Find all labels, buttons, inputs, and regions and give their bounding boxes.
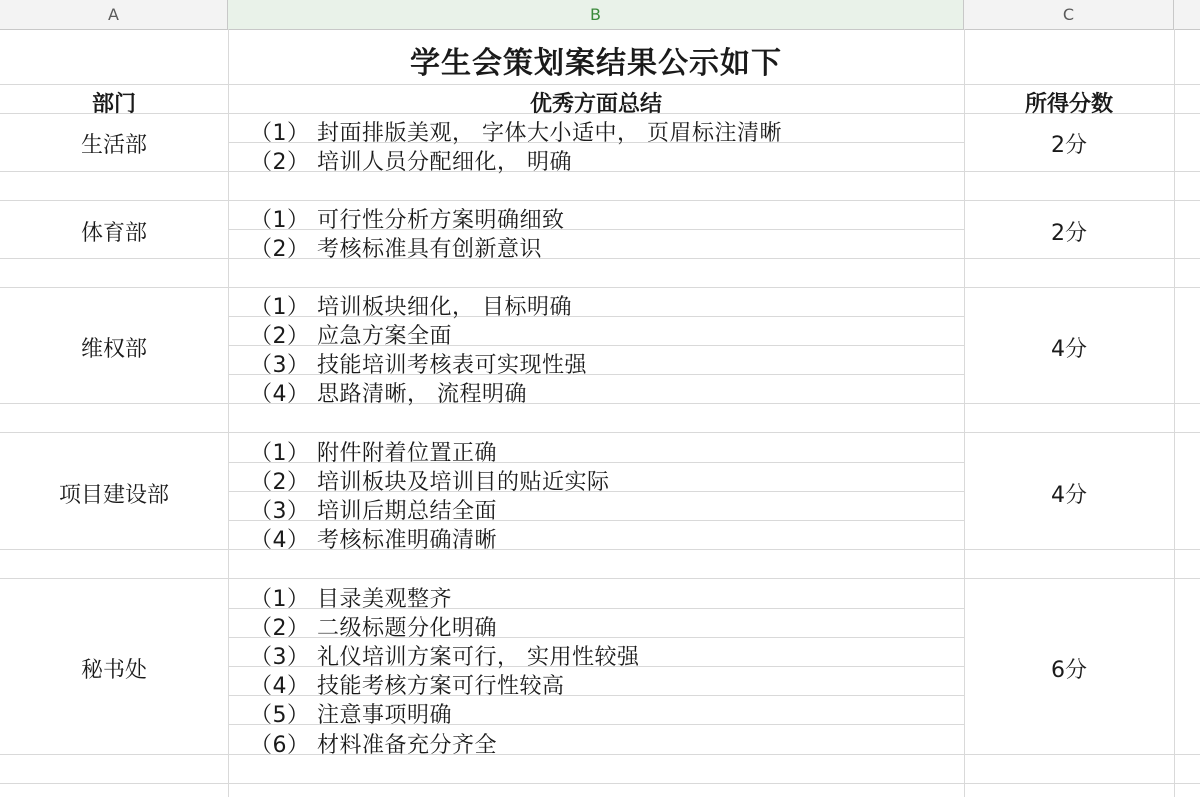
summary-item[interactable]: （2） 二级标题分化明确 — [250, 616, 497, 641]
summary-item[interactable]: （2） 培训人员分配细化， 明确 — [250, 150, 572, 175]
dept-cell[interactable]: 项目建设部 — [58, 483, 169, 508]
dept-cell[interactable]: 体育部 — [80, 221, 147, 246]
header-score[interactable]: 所得分数 — [1024, 92, 1113, 117]
score-cell[interactable]: 6分 — [1051, 658, 1087, 683]
column-header-c[interactable]: C — [964, 0, 1174, 29]
summary-item[interactable]: （6） 材料准备充分齐全 — [250, 733, 497, 758]
summary-item[interactable]: （2） 应急方案全面 — [250, 324, 452, 349]
gridline — [0, 200, 1200, 201]
header-department[interactable]: 部门 — [91, 92, 136, 117]
summary-item[interactable]: （3） 培训后期总结全面 — [250, 499, 497, 524]
summary-item[interactable]: （1） 目录美观整齐 — [250, 587, 452, 612]
column-header-a[interactable]: A — [0, 0, 228, 29]
gridline — [0, 432, 1200, 433]
gridline — [0, 403, 1200, 404]
score-cell[interactable]: 4分 — [1051, 483, 1087, 508]
summary-item[interactable]: （4） 考核标准明确清晰 — [250, 528, 497, 553]
gridline — [0, 754, 1200, 755]
summary-item[interactable]: （1） 可行性分析方案明确细致 — [250, 208, 565, 233]
dept-cell[interactable]: 秘书处 — [80, 658, 147, 683]
score-cell[interactable]: 2分 — [1051, 221, 1087, 246]
summary-item[interactable]: （1） 封面排版美观， 字体大小适中， 页眉标注清晰 — [250, 121, 782, 146]
column-header-b[interactable]: B — [228, 0, 964, 29]
score-cell[interactable]: 4分 — [1051, 337, 1087, 362]
summary-item[interactable]: （1） 附件附着位置正确 — [250, 441, 497, 466]
gridline — [0, 549, 1200, 550]
summary-item[interactable]: （3） 技能培训考核表可实现性强 — [250, 353, 587, 378]
column-header-bar — [0, 0, 1200, 30]
summary-item[interactable]: （4） 思路清晰， 流程明确 — [250, 382, 527, 407]
score-cell[interactable]: 2分 — [1051, 133, 1087, 158]
summary-item[interactable]: （2） 考核标准具有创新意识 — [250, 237, 542, 262]
gridline-v3 — [1174, 29, 1175, 797]
sheet-title[interactable]: 学生会策划案结果公示如下 — [410, 46, 782, 81]
summary-item[interactable]: （3） 礼仪培训方案可行， 实用性较强 — [250, 645, 640, 670]
summary-item[interactable]: （2） 培训板块及培训目的贴近实际 — [250, 470, 610, 495]
dept-cell[interactable]: 生活部 — [80, 133, 147, 158]
summary-item[interactable]: （4） 技能考核方案可行性较高 — [250, 674, 565, 699]
gridline — [0, 287, 1200, 288]
gridline — [0, 578, 1200, 579]
dept-cell[interactable]: 维权部 — [80, 337, 147, 362]
summary-item[interactable]: （1） 培训板块细化， 目标明确 — [250, 295, 572, 320]
column-header-d[interactable] — [1174, 0, 1200, 29]
gridline — [0, 783, 1200, 784]
gridline-v1 — [228, 29, 229, 797]
summary-item[interactable]: （5） 注意事项明确 — [250, 703, 452, 728]
gridline — [0, 171, 1200, 172]
gridline-title-bottom — [0, 84, 1200, 85]
header-summary[interactable]: 优秀方面总结 — [529, 92, 662, 117]
gridline — [0, 258, 1200, 259]
